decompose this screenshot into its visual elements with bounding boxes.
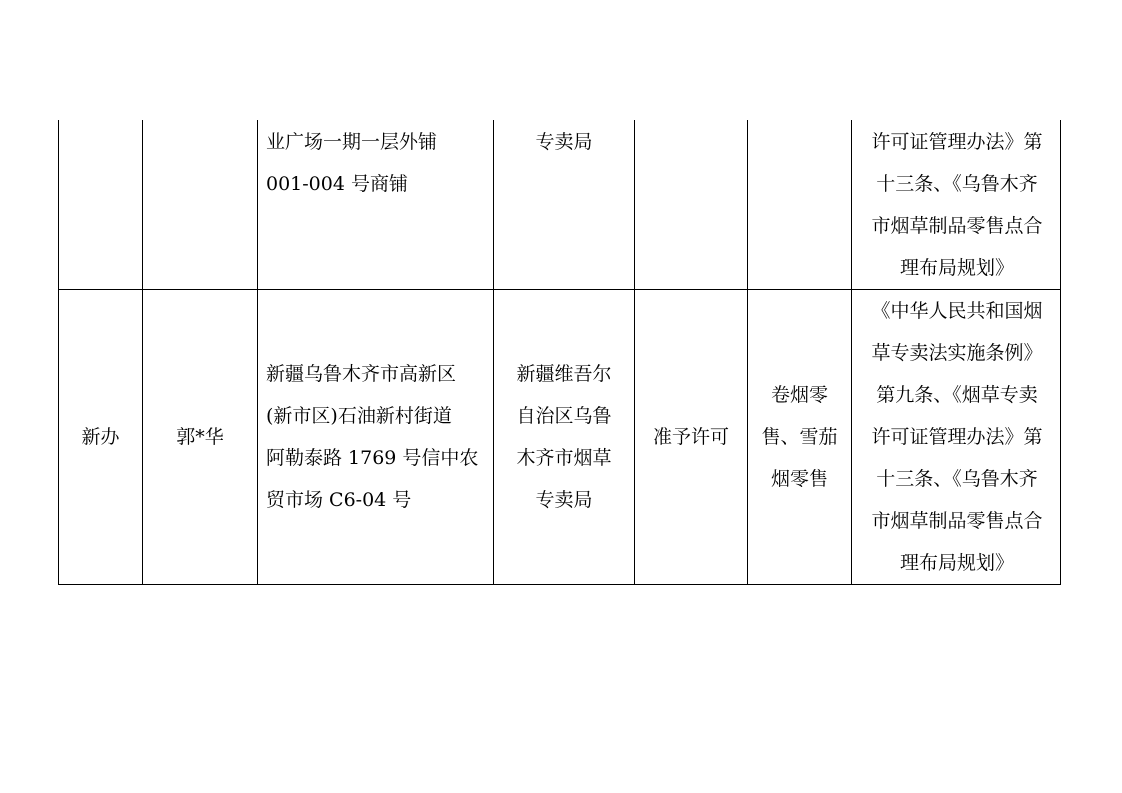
basis-line: 《中华人民共和国烟	[871, 300, 1043, 322]
basis-line: 理布局规划》	[899, 552, 1014, 574]
authority-line: 专卖局	[535, 489, 593, 511]
decision-text: 准予许可	[652, 426, 729, 448]
basis-line: 市烟草制品零售点合	[871, 510, 1043, 532]
scope-line: 卷烟零	[770, 384, 828, 406]
decision-cell	[635, 120, 748, 290]
address-line: 001-004 号商铺	[266, 173, 408, 195]
basis-line: 第九条、《烟草专卖	[876, 384, 1038, 406]
decision-cell	[635, 290, 748, 585]
type-cell	[59, 290, 143, 585]
basis-cell	[852, 290, 1061, 585]
authority-cell	[494, 120, 635, 290]
basis-line: 十三条、《乌鲁木齐	[876, 468, 1038, 490]
address-line: 业广场一期一层外铺	[266, 131, 438, 153]
table-row	[59, 290, 1061, 585]
address-line: 贸市场 C6-04 号	[266, 489, 412, 511]
basis-line: 许可证管理办法》第	[871, 426, 1043, 448]
name-text: 郭*华	[176, 426, 224, 448]
address-line: 阿勒泰路 1769 号信中农	[266, 447, 479, 469]
basis-line: 许可证管理办法》第	[871, 131, 1043, 153]
basis-line: 市烟草制品零售点合	[871, 215, 1043, 237]
address-line: 新疆乌鲁木齐市高新区	[266, 363, 457, 385]
authority-line: 自治区乌鲁	[516, 405, 612, 427]
address-cell	[258, 290, 494, 585]
authority-cell	[494, 290, 635, 585]
basis-cell	[852, 120, 1061, 290]
authority-line: 新疆维吾尔	[516, 363, 612, 385]
basis-line: 草专卖法实施条例》	[871, 342, 1043, 364]
type-cell	[59, 120, 143, 290]
table-row	[59, 120, 1061, 290]
basis-line: 理布局规划》	[899, 257, 1014, 279]
name-cell	[143, 120, 258, 290]
name-cell	[143, 290, 258, 585]
license-table	[58, 120, 1061, 585]
scope-cell	[748, 120, 852, 290]
address-cell	[258, 120, 494, 290]
authority-line: 专卖局	[535, 131, 593, 153]
address-line: (新市区)石油新村街道	[266, 405, 452, 427]
authority-line: 木齐市烟草	[516, 447, 612, 469]
type-text: 新办	[81, 426, 120, 448]
scope-line: 售、雪茄	[761, 426, 838, 448]
scope-cell	[748, 290, 852, 585]
basis-line: 十三条、《乌鲁木齐	[876, 173, 1038, 195]
scope-line: 烟零售	[770, 468, 828, 490]
